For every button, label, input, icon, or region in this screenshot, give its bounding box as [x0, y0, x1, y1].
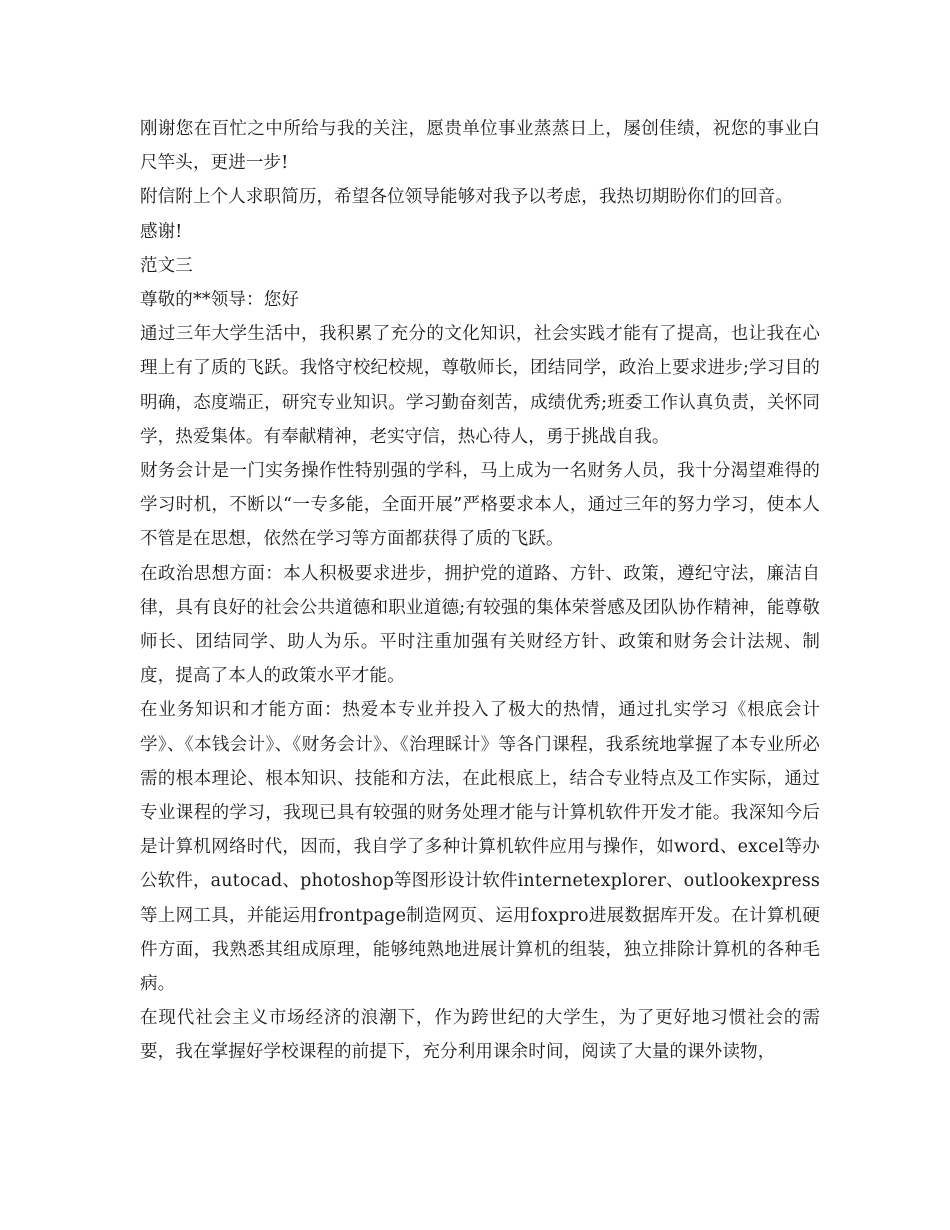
- paragraph-political: 在政治思想方面：本人积极要求进步，拥护党的道路、方针、政策，遵纪守法，廉洁自律，具有良好的社会公共道德和职业道德;有较强的集体荣誉感及团队协作精神，能尊敬师长、团结同学、助人为乐。平时注重加强有关财经方针、政策和财务会计法规、制度，提高了本人的政策水平才能。: [140, 563, 820, 687]
- paragraph-accounting: 财务会计是一门实务操作性特别强的学科，马上成为一名财务人员，我十分渴望难得的学习时机，不断以“一专多能，全面开展”严格要求本人，通过三年的努力学习，使本人不管是在思想，依然在学习等方面都获得了质的飞跃。: [140, 461, 820, 550]
- paragraph-thanks: 刚谢您在百忙之中所给与我的关注，愿贵单位事业蒸蒸日上，屡创佳绩，祝您的事业白尺竿头，更进一步!: [140, 119, 820, 174]
- paragraph-market-economy: 在现代社会主义市场经济的浪潮下，作为跨世纪的大学生，为了更好地习惯社会的需要，我在掌握好学校课程的前提下，充分利用课余时间，阅读了大量的课外读物，: [140, 1008, 820, 1063]
- document-body: [140, 112, 820, 1070]
- paragraph-gratitude: 感谢!: [140, 221, 183, 242]
- salutation: 尊敬的**领导：您好: [140, 290, 299, 311]
- section-heading: 范文三: [140, 255, 193, 276]
- paragraph-attachment: 附信附上个人求职简历，希望各位领导能够对我予以考虑，我热切期盼你们的回音。: [140, 187, 794, 208]
- paragraph-college-life: 通过三年大学生活中，我积累了充分的文化知识，社会实践才能有了提高，也让我在心理上有了质的飞跃。我恪守校纪校规，尊敬师长，团结同学，政治上要求进步;学习目的明确，态度端正，研究专业知识。学习勤奋刻苦，成绩优秀;班委工作认真负责，关怀同学，热爱集体。有奉献精神，老实守信，热心待人，勇于挑战自我。: [140, 324, 820, 447]
- paragraph-skills: 在业务知识和才能方面：热爱本专业并投入了极大的热情，通过扎实学习《根底会计学》、《本钱会计》、《财务会计》、《治理睬计》等各门课程，我系统地掌握了本专业所必需的根本理论、根本知识、技能和方法，在此根底上，结合专业特点及工作实际，通过专业课程的学习，我现已具有较强的财务处理才能与计算机软件开发才能。我深知今后是计算机网络时代，因而，我自学了多种计算机软件应用与操作，如word、excel等办公软件，autocad、photoshop等图形设计软件internetexplorer、outlookexpress等上网工具，并能运用frontpage制造网页、运用foxpro进展数据库开发。在计算机硬件方面，我熟悉其组成原理，能够纯熟地进展计算机的组装，独立排除计算机的各种毛病。: [140, 700, 820, 995]
